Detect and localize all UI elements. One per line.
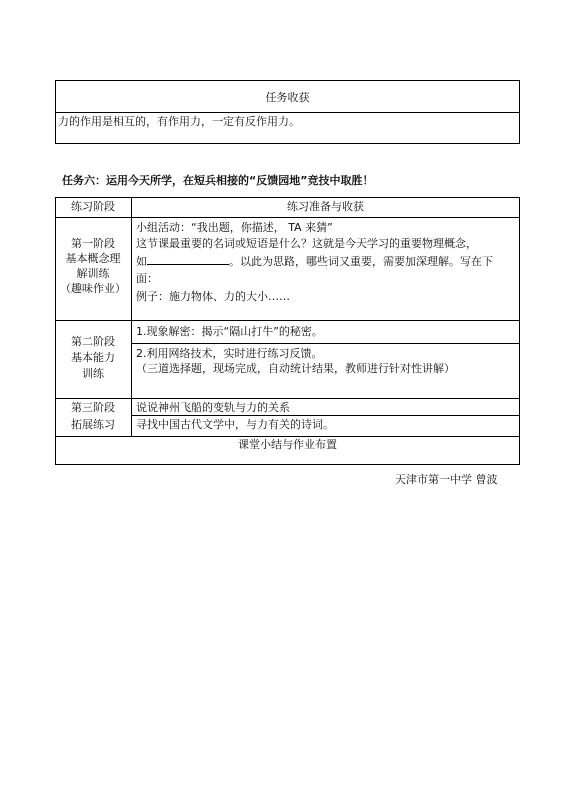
practice-table-header-divider (55, 217, 520, 218)
practice-table-stage2-inner-divider (131, 343, 520, 344)
signature: 天津市第一中学 曾波 (395, 473, 498, 486)
stage1-activity-line4: 面： (136, 272, 158, 285)
col-header-stage: 练习阶段 (71, 200, 115, 213)
stage1-name-line1: 第一阶段 (71, 237, 115, 250)
harvest-table-divider (55, 112, 520, 113)
practice-table-stage1-divider (55, 320, 520, 321)
practice-table-stage2-divider (55, 398, 520, 399)
stage2-item2: 2.利用网络技术，实时进行练习反馈。 (136, 347, 323, 360)
stage1-activity-line3-prefix: 如 (136, 255, 147, 268)
stage2-item2-note: （三道选择题，现场完成，自动统计结果，教师进行针对性讲解） (136, 362, 455, 375)
stage2-item1: 1.现象解密：揭示“隔山打牛”的秘密。 (136, 325, 323, 338)
stage2-name-line1: 第二阶段 (71, 335, 115, 348)
stage1-name-line3: 解训练 (76, 267, 110, 280)
stage1-name-line2: 基本概念理 (65, 252, 121, 265)
harvest-table-content: 力的作用是相互的，有作用力，一定有反作用力。 (58, 115, 300, 128)
stage1-activity-line2: 这节课最重要的名词或短语是什么？这就是今天学习的重要物理概念， (136, 237, 477, 250)
practice-table-stage3-divider (55, 436, 520, 437)
col-header-preparation: 练习准备与收获 (287, 200, 364, 213)
stage1-activity-line3-suffix: 。以此为思路，哪些词又重要，需要加深理解。写在下 (229, 255, 493, 268)
summary-row: 课堂小结与作业布置 (238, 438, 337, 451)
practice-table-column-divider (131, 197, 132, 436)
stage3-item1: 说说神州飞船的变轨与力的关系 (136, 401, 290, 414)
stage3-item2: 寻找中国古代文学中，与力有关的诗词。 (136, 418, 334, 431)
stage2-name-line2: 基本能力 (71, 351, 115, 364)
stage3-name-line2: 拓展练习 (71, 418, 115, 431)
stage1-name-line4: （趣味作业） (60, 282, 126, 295)
task6-title: 任务六：运用今天所学，在短兵相接的“反馈园地”竞技中取胜！ (62, 174, 374, 187)
harvest-table-header: 任务收获 (265, 91, 310, 104)
stage2-name-line3: 训练 (82, 367, 104, 380)
stage1-activity-line3 (136, 253, 493, 269)
practice-table-stage3-inner-divider (131, 415, 520, 416)
stage1-example: 例子：施力物体、力的大小…… (136, 290, 290, 303)
stage1-activity-line1: 小组活动：“我出题，你描述， TA 来猜” (136, 221, 333, 234)
stage3-name-line1: 第三阶段 (71, 401, 115, 414)
fill-in-blank (147, 253, 229, 265)
